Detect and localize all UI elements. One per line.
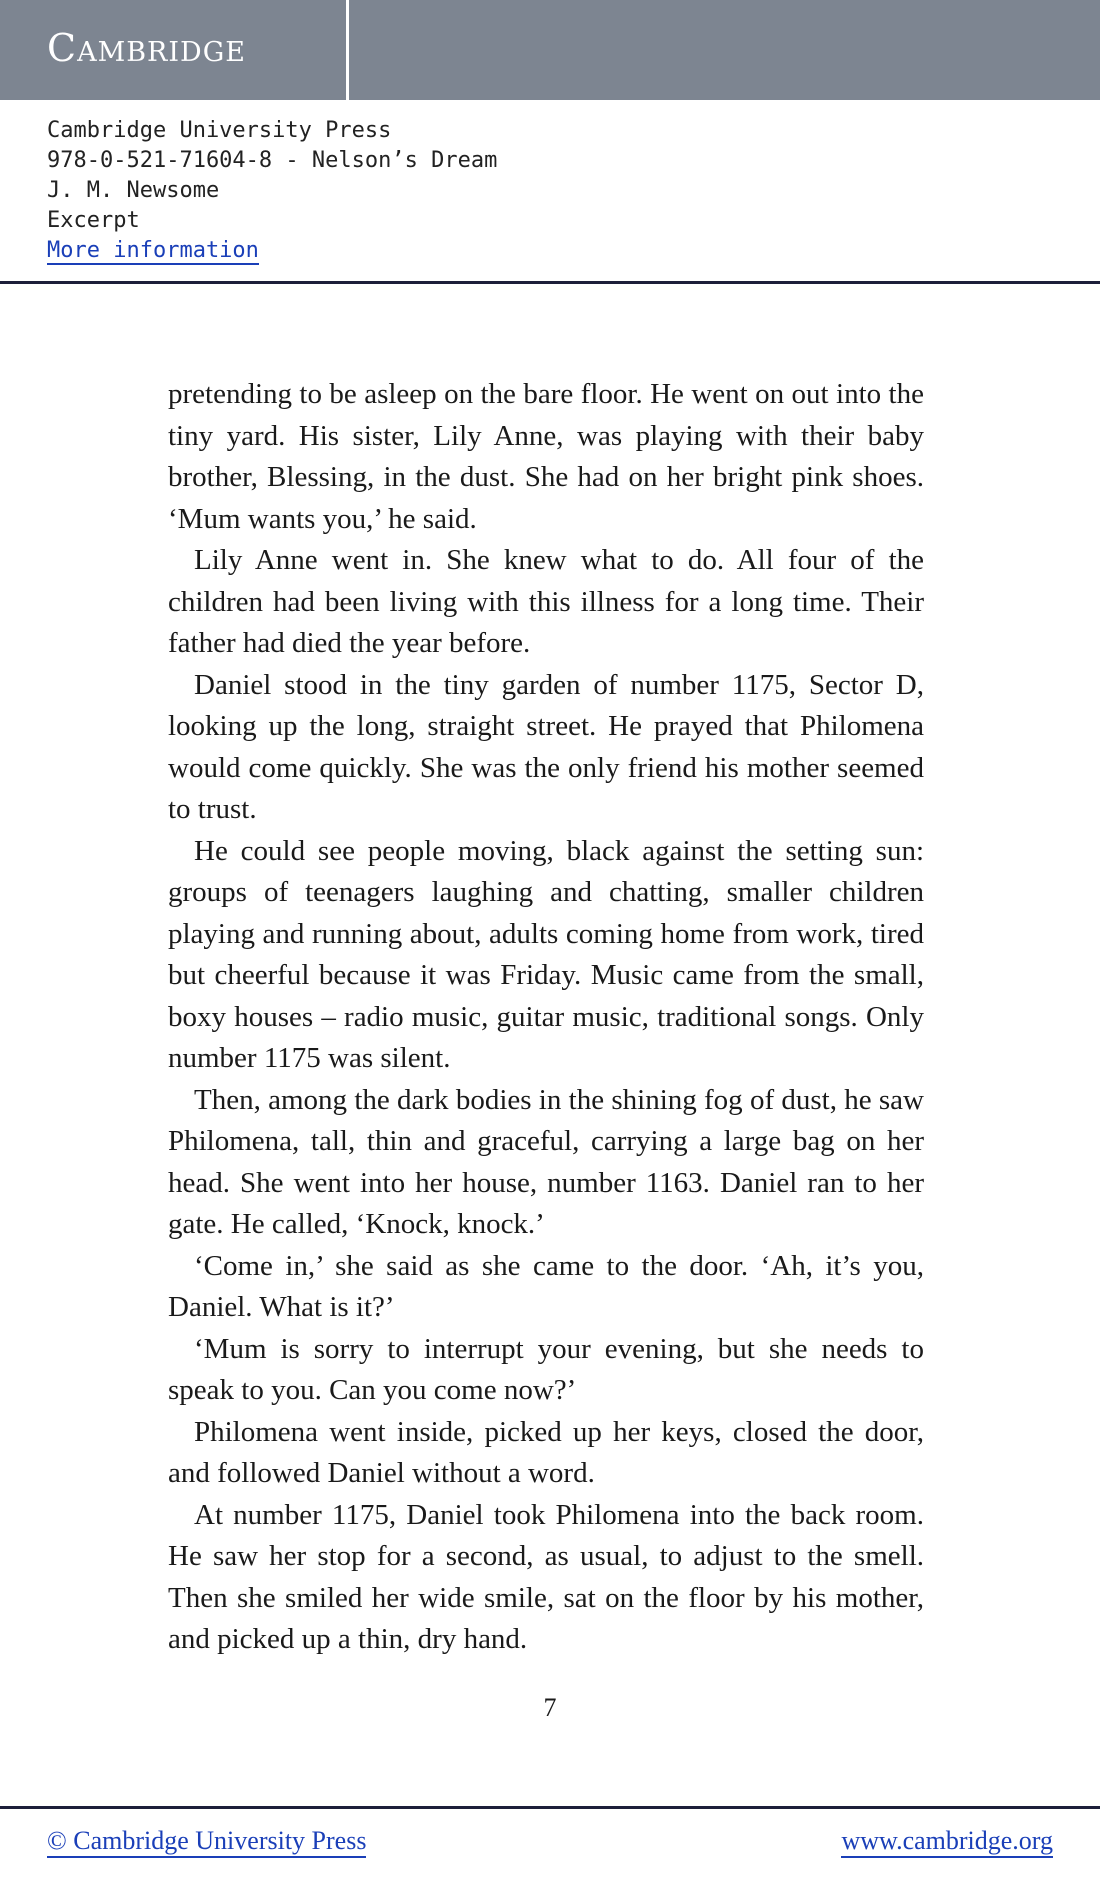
cambridge-logo: Cambridge bbox=[47, 26, 246, 70]
banner-divider bbox=[346, 0, 349, 100]
header-divider bbox=[0, 281, 1100, 284]
book-metadata bbox=[47, 116, 497, 266]
excerpt-body bbox=[168, 374, 924, 1661]
paragraph: At number 1175, Daniel took Philomena into the back room. He saw her stop for a second, as usual, to adjust to the smell. Then she smiled her wide smile, sat on the floor by his mother, and picked up a thin, dry hand. bbox=[168, 1498, 924, 1655]
paragraph: He could see people moving, black against the setting sun: groups of teenagers laughing and chatting, smaller children playing and running about, adults coming home from work, tired but cheerful because it was Friday. Music came from the small, boxy houses – radio music, guitar music, traditional songs. Only number 1175 was silent. bbox=[168, 834, 924, 1074]
header-banner bbox=[0, 0, 1100, 100]
publisher-line: Cambridge University Press bbox=[47, 118, 392, 143]
author-line: J. M. Newsome bbox=[47, 178, 220, 203]
paragraph: Daniel stood in the tiny garden of number 1175, Sector D, looking up the long, straight street. He prayed that Philomena would come quickly. She was the only friend his mother seemed to trust. bbox=[168, 668, 924, 825]
excerpt-label: Excerpt bbox=[47, 208, 140, 233]
paragraph: ‘Mum is sorry to interrupt your evening, but she needs to speak to you. Can you come now?’ bbox=[168, 1332, 924, 1406]
copyright-link[interactable]: © Cambridge University Press bbox=[47, 1826, 366, 1858]
paragraph: Philomena went inside, picked up her keys, closed the door, and followed Daniel without a word. bbox=[168, 1415, 924, 1489]
paragraph: pretending to be asleep on the bare floor. He went on out into the tiny yard. His sister, Lily Anne, was playing with their baby brother, Blessing, in the dust. She had on her bright pink shoes. ‘Mum wants you,’ he said. bbox=[168, 378, 924, 535]
page-number: 7 bbox=[543, 1693, 557, 1722]
paragraph: Lily Anne went in. She knew what to do. All four of the children had been living with this illness for a long time. Their father had died the year before. bbox=[168, 544, 924, 659]
isbn-title-line: 978-0-521-71604-8 - Nelson’s Dream bbox=[47, 148, 498, 173]
footer-divider bbox=[0, 1806, 1100, 1809]
more-information-link[interactable]: More information bbox=[47, 238, 259, 263]
paragraph: Then, among the dark bodies in the shining fog of dust, he saw Philomena, tall, thin and graceful, carrying a large bag on her head. She went into her house, number 1163. Daniel ran to her gate. He called, ‘Knock, knock.’ bbox=[168, 1083, 924, 1240]
website-link[interactable]: www.cambridge.org bbox=[841, 1826, 1053, 1858]
paragraph: ‘Come in,’ she said as she came to the door. ‘Ah, it’s you, Daniel. What is it?’ bbox=[168, 1249, 924, 1323]
